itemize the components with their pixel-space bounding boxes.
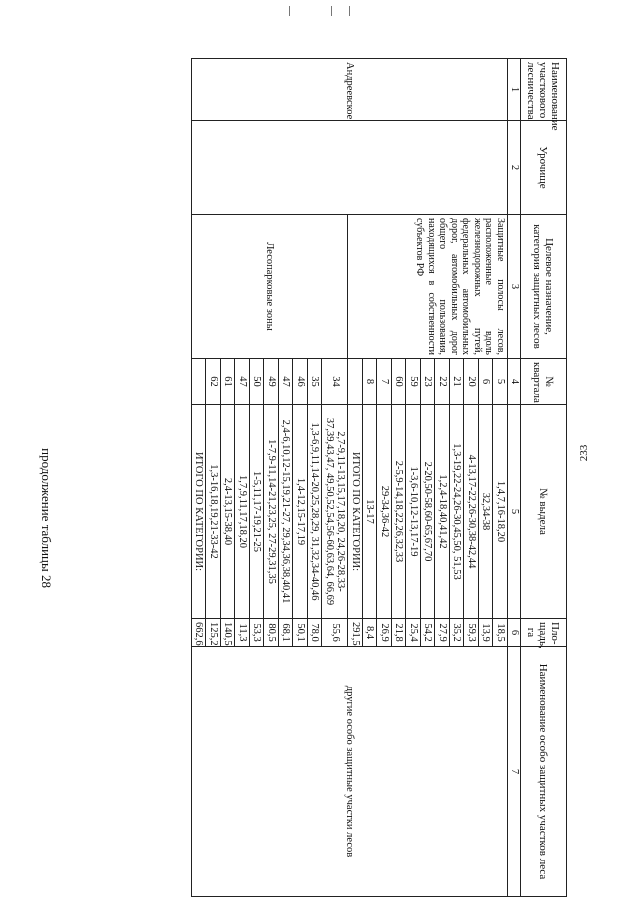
scan-mark bbox=[331, 6, 332, 16]
allotment-cell: 1-3,6-10,12-13,17-19 bbox=[406, 405, 421, 619]
column-number: 3 bbox=[508, 215, 521, 359]
area-cell: 50,1 bbox=[293, 619, 308, 647]
forest-protection-table bbox=[191, 58, 567, 897]
quarter-cell: 47 bbox=[235, 359, 250, 405]
area-cell: 55,6 bbox=[322, 619, 348, 647]
allotment-cell: 1,4,7,16-18,20 bbox=[493, 405, 508, 619]
allotment-cell: 1,3-6,9,11,14-20,25,28,29, 31,32,34-40,46 bbox=[308, 405, 323, 619]
area-cell: 18,5 bbox=[493, 619, 508, 647]
allotment-cell: 1,3-16,18,19,21-33-42 bbox=[206, 405, 221, 619]
page-number: 233 bbox=[578, 444, 590, 462]
allotment-cell: 32,34-38 bbox=[479, 405, 494, 619]
quarter-cell: 61 bbox=[221, 359, 236, 405]
category-cell-parks: Лесопарковые зоны bbox=[192, 215, 349, 359]
quarter-cell: 6 bbox=[479, 359, 494, 405]
total-label: ИТОГО ПО КАТЕГОРИИ: bbox=[192, 405, 207, 619]
area-cell: 21,8 bbox=[392, 619, 407, 647]
quarter-cell: 46 bbox=[293, 359, 308, 405]
total-area: 662,6 bbox=[192, 619, 207, 647]
header-purpose: Целевое назначение, категория защитных лесов bbox=[521, 215, 567, 359]
allotment-cell: 29-34,36-42 bbox=[377, 405, 392, 619]
quarter-cell: 20 bbox=[464, 359, 479, 405]
total-area: 291,5 bbox=[348, 619, 363, 647]
area-cell: 35,2 bbox=[450, 619, 465, 647]
quarter-cell: 50 bbox=[250, 359, 265, 405]
quarter-cell: 5 bbox=[493, 359, 508, 405]
rotated-table-sheet bbox=[59, 58, 567, 896]
allotment-cell: 13-17 bbox=[363, 405, 378, 619]
area-cell: 13,9 bbox=[479, 619, 494, 647]
header-forestry-name: Наименование участкового лесничества bbox=[521, 59, 567, 121]
area-cell: 53,3 bbox=[250, 619, 265, 647]
header-protected-area: Наименование особо защитных участков леса bbox=[521, 647, 567, 897]
area-cell: 80,5 bbox=[264, 619, 279, 647]
allotment-cell: 1,7,9,11,17,18,20 bbox=[235, 405, 250, 619]
tract-cell bbox=[192, 121, 508, 215]
area-cell: 140,5 bbox=[221, 619, 236, 647]
allotment-cell: 2,4-6,10,12-15,19,21-27, 29,34,36,38,40,41 bbox=[279, 405, 294, 619]
header-area: Пло-щадь, га bbox=[521, 619, 567, 647]
allotment-cell: 1,4-12,15-17,19 bbox=[293, 405, 308, 619]
quarter-cell: 35 bbox=[308, 359, 323, 405]
allotment-cell: 2,4-13,15-38,40 bbox=[221, 405, 236, 619]
allotment-cell: 1,3-19,22-24,26-30,45,50, 51,53 bbox=[450, 405, 465, 619]
scan-mark bbox=[289, 6, 290, 16]
column-number-row bbox=[508, 59, 521, 897]
area-cell: 11,3 bbox=[235, 619, 250, 647]
allotment-cell: 2-20,50-58,60-65,67,70 bbox=[421, 405, 436, 619]
quarter-cell-empty bbox=[348, 359, 363, 405]
table-body bbox=[192, 59, 508, 897]
forestry-name-cell: Андреевское bbox=[192, 59, 508, 121]
table-caption: продолжение таблицы 28 bbox=[39, 448, 54, 588]
allotment-cell: 1,2,4-18,40,41,42 bbox=[435, 405, 450, 619]
allotment-cell: 4-13,17-22,26-30,38-42,44 bbox=[464, 405, 479, 619]
quarter-cell: 59 bbox=[406, 359, 421, 405]
scan-mark bbox=[349, 6, 350, 16]
quarter-cell: 23 bbox=[421, 359, 436, 405]
quarter-cell-empty bbox=[192, 359, 207, 405]
total-label: ИТОГО ПО КАТЕГОРИИ: bbox=[348, 405, 363, 619]
area-cell: 27,9 bbox=[435, 619, 450, 647]
column-number: 7 bbox=[508, 647, 521, 897]
quarter-cell: 60 bbox=[392, 359, 407, 405]
area-cell: 78,0 bbox=[308, 619, 323, 647]
column-number: 6 bbox=[508, 619, 521, 647]
header-tract: Урочище bbox=[521, 121, 567, 215]
quarter-cell: 49 bbox=[264, 359, 279, 405]
header-quarter: № квартала bbox=[521, 359, 567, 405]
column-number: 5 bbox=[508, 405, 521, 619]
quarter-cell: 47 bbox=[279, 359, 294, 405]
area-cell: 54,2 bbox=[421, 619, 436, 647]
protected-area-cell: другие особо защитные участки лесов bbox=[192, 647, 508, 897]
column-number: 4 bbox=[508, 359, 521, 405]
quarter-cell: 62 bbox=[206, 359, 221, 405]
table-row bbox=[493, 59, 508, 897]
quarter-cell: 34 bbox=[322, 359, 348, 405]
area-cell: 59,3 bbox=[464, 619, 479, 647]
allotment-cell: 1-5,11,17-19,21-25 bbox=[250, 405, 265, 619]
header-row bbox=[521, 59, 567, 897]
quarter-cell: 21 bbox=[450, 359, 465, 405]
area-cell: 68,1 bbox=[279, 619, 294, 647]
column-number: 2 bbox=[508, 121, 521, 215]
area-cell: 125,2 bbox=[206, 619, 221, 647]
category-cell-roadside: Защитные полосы лесов, расположенные вдоль железнодорожных путей, федеральных автомобильных дорог, автомобильных дорог общего пользования, находящихся в собственности субъектов РФ bbox=[348, 215, 508, 359]
column-number: 1 bbox=[508, 59, 521, 121]
area-cell: 26,9 bbox=[377, 619, 392, 647]
quarter-cell: 8 bbox=[363, 359, 378, 405]
allotment-cell: 1-7,9-11,14-21,23,25, 27-29,31,35 bbox=[264, 405, 279, 619]
allotment-cell: 2-5,9-14,18,22,26,32,33 bbox=[392, 405, 407, 619]
header-allotment: № выдела bbox=[521, 405, 567, 619]
quarter-cell: 22 bbox=[435, 359, 450, 405]
area-cell: 8,4 bbox=[363, 619, 378, 647]
quarter-cell: 7 bbox=[377, 359, 392, 405]
allotment-cell: 2,7-9,11-13,15,17,18,20, 24,26-28,33-37,39,43,47, 49,50,52,54,56-60,63,64, 66,69 bbox=[322, 405, 348, 619]
area-cell: 25,4 bbox=[406, 619, 421, 647]
